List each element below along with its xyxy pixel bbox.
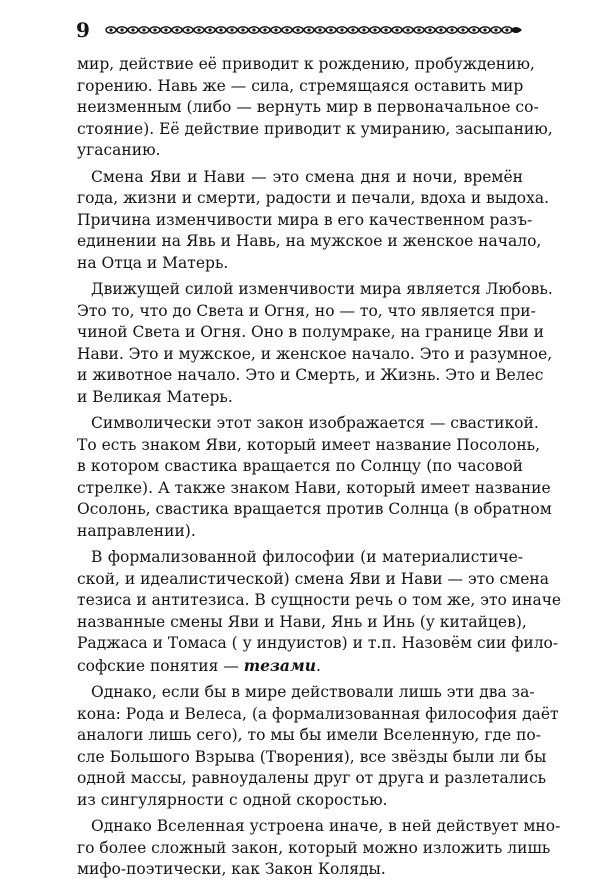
text-line: из сингулярности с одной скоростью. (77, 790, 388, 809)
text-line: одной массы, равноудалены друг от друга и разлетались (77, 769, 547, 787)
page-number: 9 (76, 18, 90, 42)
paragraph (77, 167, 550, 275)
text-line: Причина изменчивости мира в его качественном разъ- (77, 210, 533, 229)
text-line: и Великая Матерь. (77, 387, 233, 406)
text-line: аналоги лишь сего), то мы бы имели Вселенную, где по- (77, 726, 542, 744)
text-line: Однако, если бы в мире действовали лишь эти два за- (91, 683, 535, 701)
text-line: То есть знаком Яви, который имеет название Посолонь, (77, 435, 541, 454)
text-line: единении на Явь и Навь, на мужское и женское начало, (77, 232, 542, 250)
text-line: направлении). (77, 521, 196, 540)
text-line: угасанию. (77, 141, 161, 159)
text-line: тезиса и антитезиса. В сущности речь о том же, это иначе (77, 591, 562, 609)
text-line: и животное начало. Это и Смерть, и Жизнь. Это и Велес (77, 366, 544, 384)
emphasized-term: тезами (243, 655, 316, 675)
paragraph (77, 682, 559, 811)
text-line: стрелке). А также знаком Нави, который имеет название (77, 478, 551, 497)
text-line: Осолонь, свастика вращается против Солнца (в обратном (77, 500, 552, 518)
text-line: мифо-поэтически, как Закон Коляды. (77, 860, 386, 878)
text-line: горению. Навь же — сила, стремящаяся оставить мир (77, 76, 524, 95)
text-segment: . (315, 656, 321, 675)
text-line: названные смены Яви и Нави, Янь и Инь (у китайцев), (77, 612, 527, 631)
text-line: в котором свастика вращается по Солнцу (по часовой (77, 457, 523, 475)
text-line: на Отца и Матерь. (77, 253, 229, 272)
text-line: неизменным (либо — вернуть мир в первоначальное со- (77, 98, 539, 116)
text-line: стояние). Её действие приводит к умиранию, засыпанию, (77, 119, 553, 138)
text-line: В формализованной философии (и материалистиче- (91, 548, 523, 566)
text-line: года, жизни и смерти, радости и печали, вдоха и выдоха. (77, 189, 550, 207)
text-line: чиной Света и Огня. Оно в полумраке, на границе Яви и (77, 323, 544, 341)
paragraph (77, 54, 553, 162)
paragraph (77, 816, 561, 881)
text-line: Однако Вселенная устроена иначе, в ней действует мно- (91, 817, 561, 835)
text-line (77, 655, 523, 678)
paragraph (77, 547, 562, 677)
text-line: Это то, что до Света и Огня, но — то, что является при- (77, 301, 536, 320)
text-line: Движущей силой изменчивости мира является Любовь. (91, 280, 553, 298)
text-line: кона: Рода и Велеса, (а формализованная философия даёт (77, 704, 559, 723)
paragraph (77, 279, 553, 408)
body-text (77, 54, 562, 886)
paragraph (77, 413, 552, 542)
text-line: мир, действие её приводит к рождению, пробуждению, (77, 55, 535, 73)
text-segment: софские понятия — (77, 656, 244, 675)
text-line: Смена Яви и Нави — это смена дня и ночи, времён (91, 167, 523, 186)
text-line: го более сложный закон, который можно изложить лишь (77, 838, 551, 857)
text-line: Раджаса и Томаса ( у индуистов) и т.п. Назовём сии фило- (77, 634, 559, 652)
decorative-ornament-border (102, 22, 526, 38)
page-header (76, 16, 526, 44)
text-line: Символически этот закон изображается — свастикой. (91, 414, 539, 432)
text-line: Нави. Это и мужское, и женское начало. Это и разумное, (77, 344, 553, 363)
text-line: ской, и идеалистической) смена Яви и Нави — это смена (77, 569, 549, 588)
text-line: сле Большого Взрыва (Творения), все звёзды были ли бы (77, 747, 547, 766)
